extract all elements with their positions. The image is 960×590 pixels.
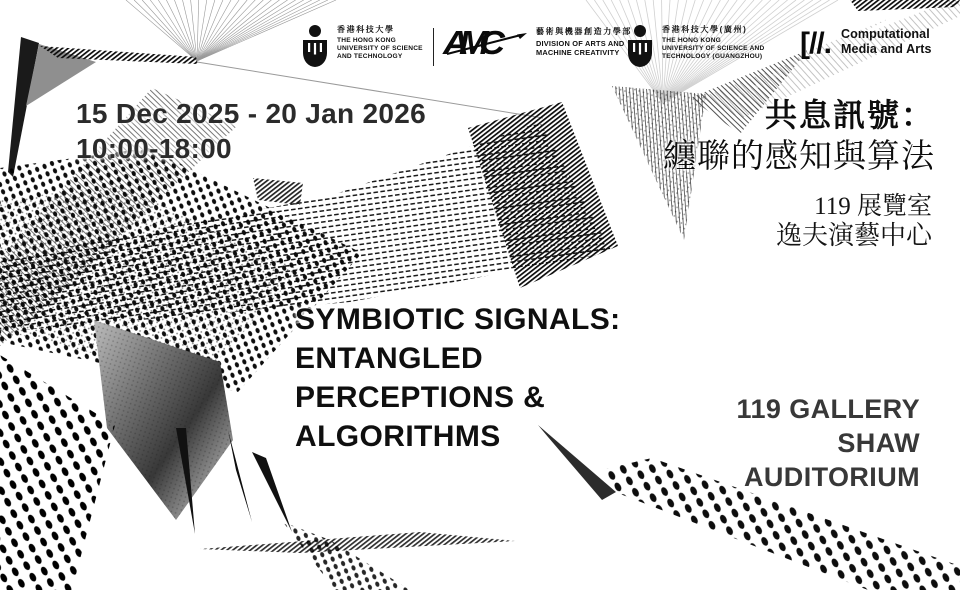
spike-a — [228, 430, 252, 522]
logo-divider — [433, 28, 434, 66]
venue-cn-line2: 逸夫演藝中心 — [775, 221, 932, 250]
amc-logo — [443, 23, 632, 70]
title-cn-line1: 共息訊號： — [764, 97, 935, 133]
hkust-gz-name-en-1: THE HONG KONG — [662, 37, 722, 44]
zigzag-chip — [253, 178, 303, 205]
hkust-logo — [300, 24, 423, 72]
spike-b — [252, 452, 292, 532]
hkust-name-en-2: UNIVERSITY OF SCIENCE — [337, 45, 423, 53]
hkust-gz-name-en-3: TECHNOLOGY (GUANGZHOU) — [662, 53, 763, 61]
bottom-sliver — [200, 532, 515, 553]
hkust-name-cn: 香港科技大學 — [337, 25, 395, 34]
amc-name-cn: 藝術與機器創造力學部 — [536, 27, 632, 36]
hkust-gz-logo — [625, 24, 764, 72]
venue-chinese — [776, 192, 932, 251]
venue-english — [737, 392, 920, 494]
hkust-name-en-1: THE HONG KONG — [337, 37, 397, 44]
corner-dots-bottom-left — [0, 355, 115, 590]
hkust-gz-emblem-icon — [625, 24, 655, 72]
title-cn-line2: 纏聯的感知與算法 — [663, 139, 935, 175]
venue-en-line1: 119 GALLERY — [736, 394, 920, 424]
cma-mark-icon: [//. — [800, 27, 831, 60]
title-en-line2: ENTANGLED — [295, 342, 484, 375]
cma-name-en-1: Computational — [841, 27, 930, 41]
opening-hours: 10:00-18:00 — [76, 133, 232, 164]
title-english — [295, 300, 621, 456]
event-dates — [76, 96, 426, 166]
venue-cn-line1: 119 展覽室 — [814, 193, 932, 220]
title-en-line1: SYMBIOTIC SIGNALS: — [295, 303, 621, 336]
title-en-line3: PERCEPTIONS & — [295, 381, 546, 414]
amc-name-en-2: MACHINE CREATIVITY — [536, 48, 620, 57]
title-chinese — [663, 94, 935, 179]
hkust-emblem-icon — [300, 24, 330, 72]
title-en-line4: ALGORITHMS — [295, 420, 501, 453]
cma-logo — [800, 24, 932, 64]
date-range: 15 Dec 2025 - 20 Jan 2026 — [76, 98, 426, 129]
cma-name-en-2: Media and Arts — [841, 42, 932, 56]
amc-mark-icon: AMC — [443, 26, 529, 70]
hkust-gz-name-en-2: UNIVERSITY OF SCIENCE AND — [662, 45, 765, 53]
hkust-gz-name-cn: 香港科技大學(廣州) — [662, 25, 748, 34]
venue-en-line2: SHAW — [837, 428, 920, 458]
dot-trail-left — [283, 522, 410, 590]
venue-en-line3: AUDITORIUM — [744, 462, 920, 492]
hkust-name-en-3: AND TECHNOLOGY — [337, 53, 403, 61]
amc-name-en-1: DIVISION OF ARTS AND — [536, 39, 625, 48]
logo-bar — [0, 0, 960, 85]
